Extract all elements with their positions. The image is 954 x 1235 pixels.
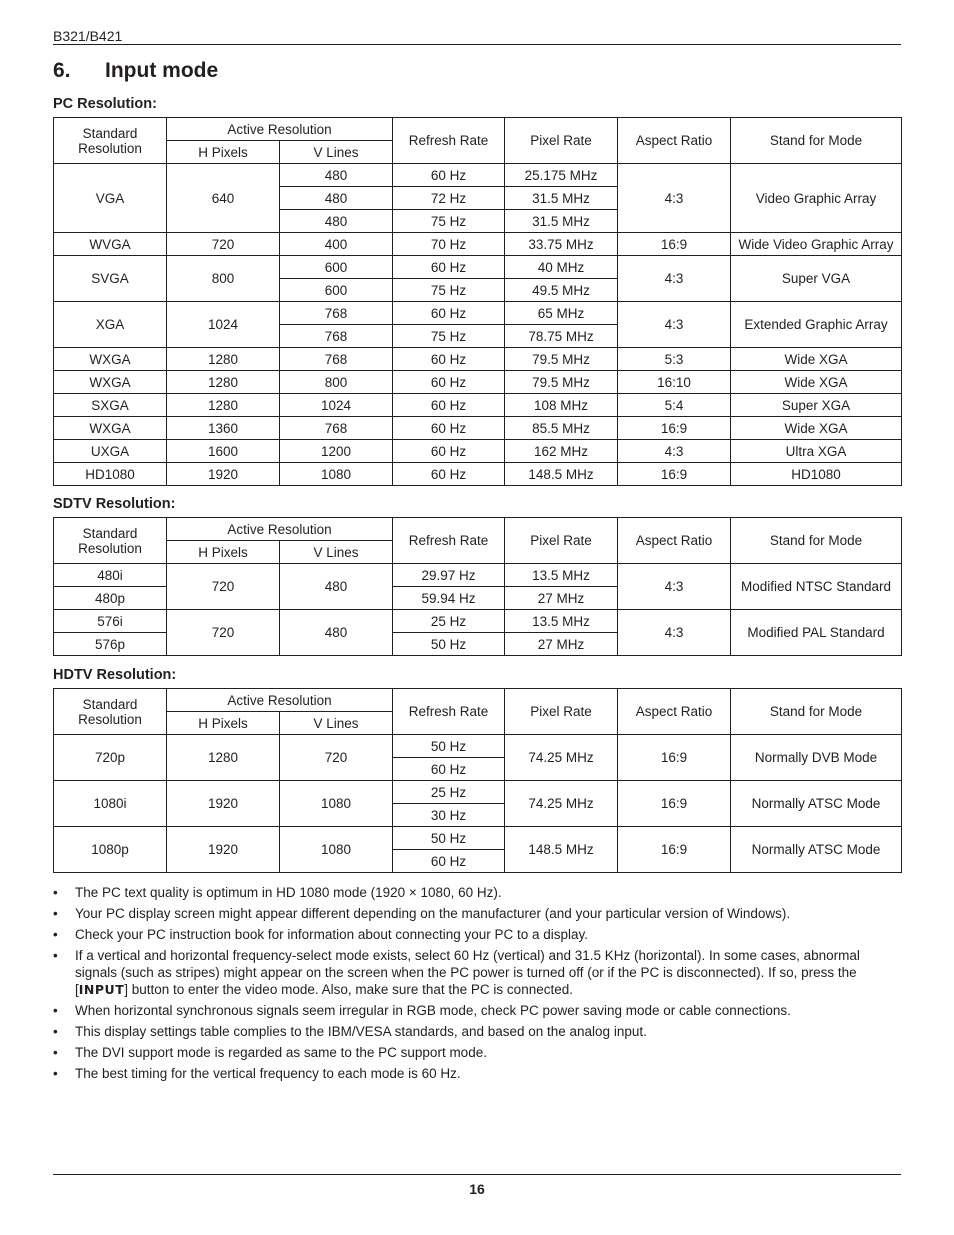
stand-for-mode-cell: Ultra XGA xyxy=(731,440,902,463)
stand-for-mode-cell: Wide XGA xyxy=(731,371,902,394)
refresh-rate-cell: 60 Hz xyxy=(393,256,505,279)
h-pixels-cell: 1024 xyxy=(167,302,280,348)
stand-for-mode-cell: Wide XGA xyxy=(731,348,902,371)
standard-resolution-cell: UXGA xyxy=(54,440,167,463)
header-refresh-rate: Refresh Rate xyxy=(393,689,505,735)
refresh-rate-cell: 75 Hz xyxy=(393,325,505,348)
table-row xyxy=(54,781,902,804)
pc-resolution-table xyxy=(53,117,902,486)
refresh-rate-cell: 60 Hz xyxy=(393,394,505,417)
v-lines-cell: 400 xyxy=(280,233,393,256)
stand-for-mode-cell: Extended Graphic Array xyxy=(731,302,902,348)
header-aspect-ratio: Aspect Ratio xyxy=(618,518,731,564)
v-lines-cell: 1024 xyxy=(280,394,393,417)
table-row xyxy=(54,302,902,325)
aspect-ratio-cell: 4:3 xyxy=(618,164,731,233)
table-row xyxy=(54,256,902,279)
pixel-rate-cell: 27 MHz xyxy=(505,587,618,610)
stand-for-mode-cell: Normally ATSC Mode xyxy=(731,827,902,873)
table-row xyxy=(54,233,902,256)
h-pixels-cell: 1360 xyxy=(167,417,280,440)
note-item xyxy=(53,1002,901,1019)
aspect-ratio-cell: 16:9 xyxy=(618,463,731,486)
header-aspect-ratio: Aspect Ratio xyxy=(618,118,731,164)
h-pixels-cell: 1280 xyxy=(167,371,280,394)
header-v-lines: V Lines xyxy=(280,541,393,564)
table-row xyxy=(54,417,902,440)
pixel-rate-cell: 13.5 MHz xyxy=(505,610,618,633)
table-row xyxy=(54,463,902,486)
standard-resolution-cell: VGA xyxy=(54,164,167,233)
refresh-rate-cell: 30 Hz xyxy=(393,804,505,827)
aspect-ratio-cell: 5:3 xyxy=(618,348,731,371)
header-refresh-rate: Refresh Rate xyxy=(393,118,505,164)
v-lines-cell: 1080 xyxy=(280,827,393,873)
v-lines-cell: 480 xyxy=(280,164,393,187)
table-row xyxy=(54,564,902,587)
notes-list xyxy=(53,884,901,1086)
stand-for-mode-cell: Video Graphic Array xyxy=(731,164,902,233)
refresh-rate-cell: 50 Hz xyxy=(393,735,505,758)
standard-resolution-cell: 1080p xyxy=(54,827,167,873)
pixel-rate-cell: 65 MHz xyxy=(505,302,618,325)
note-text: The DVI support mode is regarded as same to the PC support mode. xyxy=(75,1045,487,1060)
aspect-ratio-cell: 16:9 xyxy=(618,233,731,256)
v-lines-cell: 768 xyxy=(280,325,393,348)
bullet-icon: • xyxy=(53,885,58,900)
standard-resolution-cell: WXGA xyxy=(54,371,167,394)
pixel-rate-cell: 74.25 MHz xyxy=(505,735,618,781)
aspect-ratio-cell: 4:3 xyxy=(618,256,731,302)
v-lines-cell: 1080 xyxy=(280,781,393,827)
h-pixels-cell: 640 xyxy=(167,164,280,233)
table-row xyxy=(54,371,902,394)
header-h-pixels: H Pixels xyxy=(167,141,280,164)
refresh-rate-cell: 70 Hz xyxy=(393,233,505,256)
header-standard-resolution: Standard Resolution xyxy=(54,518,167,564)
aspect-ratio-cell: 4:3 xyxy=(618,302,731,348)
section-title: Input mode xyxy=(105,59,219,82)
stand-for-mode-cell: Super VGA xyxy=(731,256,902,302)
refresh-rate-cell: 75 Hz xyxy=(393,210,505,233)
table-row xyxy=(54,610,902,633)
section-number: 6. xyxy=(53,59,71,82)
header-refresh-rate: Refresh Rate xyxy=(393,518,505,564)
pixel-rate-cell: 148.5 MHz xyxy=(505,463,618,486)
sdtv-resolution-label: SDTV Resolution: xyxy=(53,496,176,512)
v-lines-cell: 800 xyxy=(280,371,393,394)
refresh-rate-cell: 72 Hz xyxy=(393,187,505,210)
note-item xyxy=(53,947,901,998)
refresh-rate-cell: 60 Hz xyxy=(393,371,505,394)
note-text-part: ] button to enter the video mode. Also, make sure that the PC is connected. xyxy=(124,982,573,997)
pixel-rate-cell: 85.5 MHz xyxy=(505,417,618,440)
note-item xyxy=(53,1023,901,1040)
refresh-rate-cell: 60 Hz xyxy=(393,758,505,781)
bullet-icon: • xyxy=(53,906,58,921)
pixel-rate-cell: 49.5 MHz xyxy=(505,279,618,302)
h-pixels-cell: 1280 xyxy=(167,348,280,371)
note-text: Check your PC instruction book for information about connecting your PC to a display. xyxy=(75,927,589,942)
page-number: 16 xyxy=(469,1181,485,1197)
refresh-rate-cell: 59.94 Hz xyxy=(393,587,505,610)
hdtv-resolution-label: HDTV Resolution: xyxy=(53,667,177,683)
bullet-icon: • xyxy=(53,948,58,963)
pixel-rate-cell: 74.25 MHz xyxy=(505,781,618,827)
stand-for-mode-cell: HD1080 xyxy=(731,463,902,486)
h-pixels-cell: 1920 xyxy=(167,827,280,873)
stand-for-mode-cell: Wide XGA xyxy=(731,417,902,440)
input-key-label: INPUT xyxy=(78,982,125,997)
bullet-icon: • xyxy=(53,1066,58,1081)
table-row xyxy=(54,735,902,758)
pixel-rate-cell: 25.175 MHz xyxy=(505,164,618,187)
note-text: When horizontal synchronous signals seem irregular in RGB mode, check PC power saving mode or cable connections. xyxy=(75,1003,791,1018)
refresh-rate-cell: 50 Hz xyxy=(393,633,505,656)
header-standard-resolution: Standard Resolution xyxy=(54,689,167,735)
h-pixels-cell: 1920 xyxy=(167,781,280,827)
standard-resolution-cell: SXGA xyxy=(54,394,167,417)
stand-for-mode-cell: Super XGA xyxy=(731,394,902,417)
standard-resolution-cell: WXGA xyxy=(54,348,167,371)
bullet-icon: • xyxy=(53,1024,58,1039)
v-lines-cell: 768 xyxy=(280,417,393,440)
h-pixels-cell: 720 xyxy=(167,610,280,656)
refresh-rate-cell: 60 Hz xyxy=(393,440,505,463)
h-pixels-cell: 1280 xyxy=(167,394,280,417)
aspect-ratio-cell: 16:9 xyxy=(618,417,731,440)
header-active-resolution: Active Resolution xyxy=(167,118,393,141)
note-item xyxy=(53,926,901,943)
section-heading xyxy=(53,59,218,83)
bullet-icon: • xyxy=(53,1045,58,1060)
aspect-ratio-cell: 4:3 xyxy=(618,610,731,656)
v-lines-cell: 600 xyxy=(280,279,393,302)
pixel-rate-cell: 79.5 MHz xyxy=(505,371,618,394)
table-row xyxy=(54,348,902,371)
pixel-rate-cell: 33.75 MHz xyxy=(505,233,618,256)
refresh-rate-cell: 60 Hz xyxy=(393,850,505,873)
stand-for-mode-cell: Normally ATSC Mode xyxy=(731,781,902,827)
aspect-ratio-cell: 16:9 xyxy=(618,781,731,827)
footer-divider xyxy=(53,1174,901,1175)
v-lines-cell: 480 xyxy=(280,610,393,656)
note-text: The PC text quality is optimum in HD 1080 mode (1920 × 1080, 60 Hz). xyxy=(75,885,502,900)
refresh-rate-cell: 25 Hz xyxy=(393,781,505,804)
header-pixel-rate: Pixel Rate xyxy=(505,118,618,164)
refresh-rate-cell: 29.97 Hz xyxy=(393,564,505,587)
header-divider xyxy=(53,44,901,45)
note-text-part: If a vertical and horizontal frequency-select mode exists, select 60 Hz (vertical) and 31.5 KHz (horizontal). In some cases, abnormal signals (such as stripes) might appear on the screen when the PC power is turned off (or if the PC is disconnected). If so, press the [ xyxy=(75,948,860,997)
header-active-resolution: Active Resolution xyxy=(167,518,393,541)
v-lines-cell: 768 xyxy=(280,348,393,371)
note-text: This display settings table complies to the IBM/VESA standards, and based on the analog input. xyxy=(75,1024,647,1039)
pixel-rate-cell: 79.5 MHz xyxy=(505,348,618,371)
refresh-rate-cell: 60 Hz xyxy=(393,302,505,325)
v-lines-cell: 768 xyxy=(280,302,393,325)
header-v-lines: V Lines xyxy=(280,141,393,164)
header-h-pixels: H Pixels xyxy=(167,541,280,564)
header-active-resolution: Active Resolution xyxy=(167,689,393,712)
standard-resolution-cell: 1080i xyxy=(54,781,167,827)
refresh-rate-cell: 75 Hz xyxy=(393,279,505,302)
standard-resolution-cell: XGA xyxy=(54,302,167,348)
standard-resolution-cell: 576i xyxy=(54,610,167,633)
stand-for-mode-cell: Modified NTSC Standard xyxy=(731,564,902,610)
note-item xyxy=(53,1044,901,1061)
pixel-rate-cell: 108 MHz xyxy=(505,394,618,417)
h-pixels-cell: 800 xyxy=(167,256,280,302)
pixel-rate-cell: 31.5 MHz xyxy=(505,187,618,210)
refresh-rate-cell: 25 Hz xyxy=(393,610,505,633)
header-v-lines: V Lines xyxy=(280,712,393,735)
standard-resolution-cell: HD1080 xyxy=(54,463,167,486)
header-aspect-ratio: Aspect Ratio xyxy=(618,689,731,735)
h-pixels-cell: 720 xyxy=(167,564,280,610)
stand-for-mode-cell: Normally DVB Mode xyxy=(731,735,902,781)
note-text: The best timing for the vertical frequency to each mode is 60 Hz. xyxy=(75,1066,461,1081)
refresh-rate-cell: 60 Hz xyxy=(393,417,505,440)
header-stand-for-mode: Stand for Mode xyxy=(731,689,902,735)
standard-resolution-cell: 480p xyxy=(54,587,167,610)
standard-resolution-cell: WXGA xyxy=(54,417,167,440)
h-pixels-cell: 720 xyxy=(167,233,280,256)
h-pixels-cell: 1280 xyxy=(167,735,280,781)
table-row xyxy=(54,164,902,187)
header-pixel-rate: Pixel Rate xyxy=(505,518,618,564)
h-pixels-cell: 1600 xyxy=(167,440,280,463)
note-item xyxy=(53,1065,901,1082)
pixel-rate-cell: 40 MHz xyxy=(505,256,618,279)
stand-for-mode-cell: Modified PAL Standard xyxy=(731,610,902,656)
table-row xyxy=(54,827,902,850)
note-item xyxy=(53,905,901,922)
pixel-rate-cell: 162 MHz xyxy=(505,440,618,463)
pixel-rate-cell: 31.5 MHz xyxy=(505,210,618,233)
v-lines-cell: 480 xyxy=(280,564,393,610)
header-standard-resolution: Standard Resolution xyxy=(54,118,167,164)
stand-for-mode-cell: Wide Video Graphic Array xyxy=(731,233,902,256)
standard-resolution-cell: SVGA xyxy=(54,256,167,302)
v-lines-cell: 600 xyxy=(280,256,393,279)
table-row xyxy=(54,440,902,463)
aspect-ratio-cell: 4:3 xyxy=(618,440,731,463)
pc-resolution-label: PC Resolution: xyxy=(53,96,157,112)
aspect-ratio-cell: 16:9 xyxy=(618,827,731,873)
standard-resolution-cell: 720p xyxy=(54,735,167,781)
v-lines-cell: 480 xyxy=(280,210,393,233)
standard-resolution-cell: WVGA xyxy=(54,233,167,256)
aspect-ratio-cell: 4:3 xyxy=(618,564,731,610)
note-item xyxy=(53,884,901,901)
refresh-rate-cell: 60 Hz xyxy=(393,463,505,486)
pixel-rate-cell: 148.5 MHz xyxy=(505,827,618,873)
header-pixel-rate: Pixel Rate xyxy=(505,689,618,735)
aspect-ratio-cell: 16:9 xyxy=(618,735,731,781)
header-stand-for-mode: Stand for Mode xyxy=(731,118,902,164)
note-text: Your PC display screen might appear different depending on the manufacturer (and your particular version of Windows). xyxy=(75,906,791,921)
pixel-rate-cell: 27 MHz xyxy=(505,633,618,656)
aspect-ratio-cell: 16:10 xyxy=(618,371,731,394)
v-lines-cell: 1200 xyxy=(280,440,393,463)
pixel-rate-cell: 13.5 MHz xyxy=(505,564,618,587)
hdtv-resolution-table xyxy=(53,688,902,873)
bullet-icon: • xyxy=(53,1003,58,1018)
v-lines-cell: 480 xyxy=(280,187,393,210)
v-lines-cell: 720 xyxy=(280,735,393,781)
bullet-icon: • xyxy=(53,927,58,942)
refresh-rate-cell: 60 Hz xyxy=(393,348,505,371)
h-pixels-cell: 1920 xyxy=(167,463,280,486)
standard-resolution-cell: 480i xyxy=(54,564,167,587)
table-row xyxy=(54,394,902,417)
document-header-model: B321/B421 xyxy=(53,28,123,44)
refresh-rate-cell: 60 Hz xyxy=(393,164,505,187)
refresh-rate-cell: 50 Hz xyxy=(393,827,505,850)
header-stand-for-mode: Stand for Mode xyxy=(731,518,902,564)
sdtv-resolution-table xyxy=(53,517,902,656)
aspect-ratio-cell: 5:4 xyxy=(618,394,731,417)
pixel-rate-cell: 78.75 MHz xyxy=(505,325,618,348)
header-h-pixels: H Pixels xyxy=(167,712,280,735)
v-lines-cell: 1080 xyxy=(280,463,393,486)
standard-resolution-cell: 576p xyxy=(54,633,167,656)
